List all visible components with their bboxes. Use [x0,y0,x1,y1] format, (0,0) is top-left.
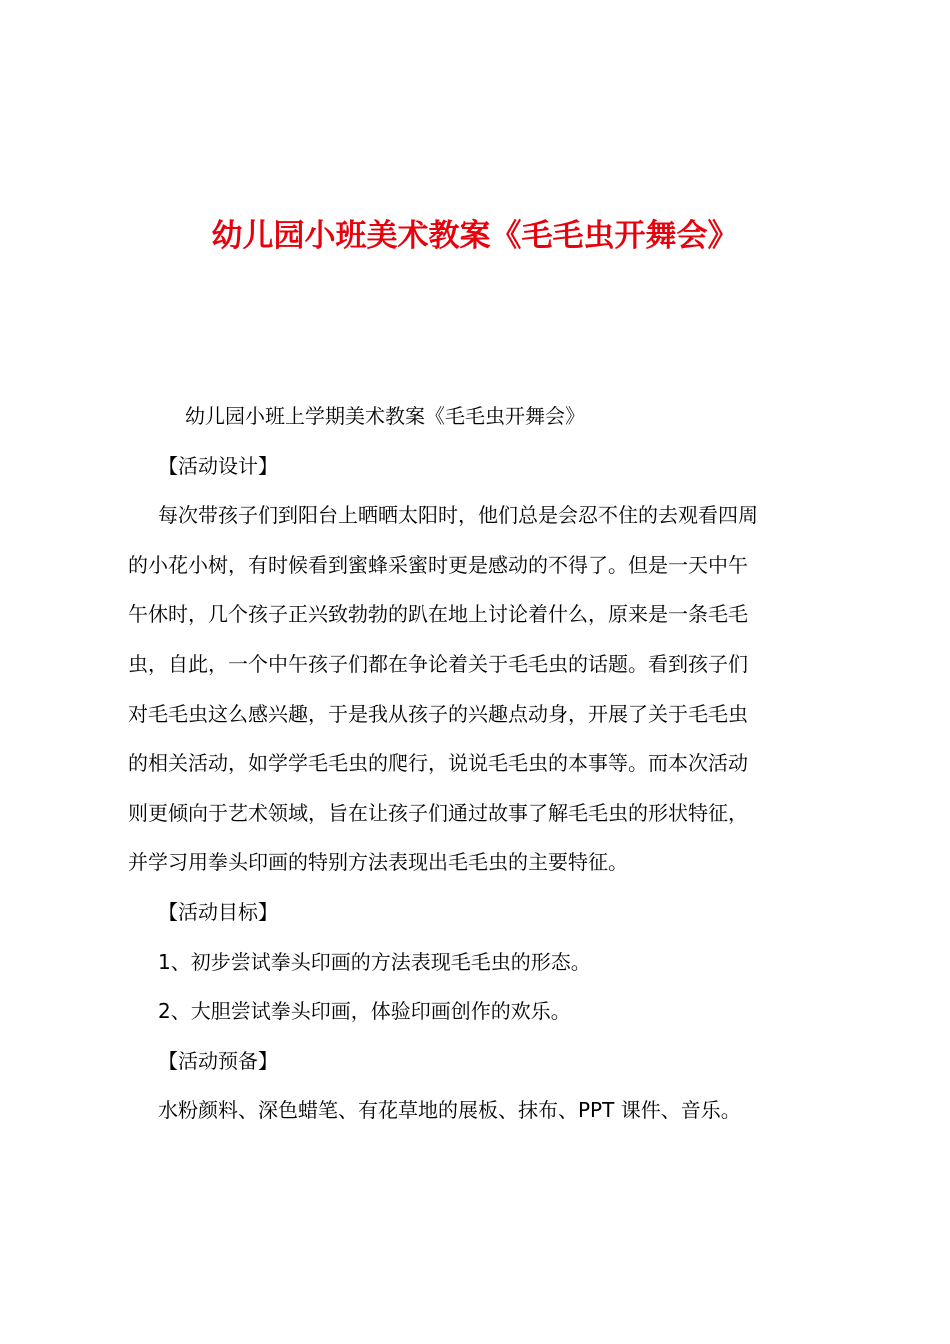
goal-item-1: 1、初步尝试拳头印画的方法表现毛毛虫的形态。 [158,949,591,974]
paragraph-line: 则更倾向于艺术领域，旨在让孩子们通过故事了解毛毛虫的形状特征， [128,800,748,825]
goal-item-2: 2、大胆尝试拳头印画，体验印画创作的欢乐。 [158,999,571,1024]
paragraph-line: 对毛毛虫这么感兴趣，于是我从孩子的兴趣点动身，开展了关于毛毛虫 [128,701,748,726]
preparation-item: 水粉颜料、深色蜡笔、有花草地的展板、抹布、PPT 课件、音乐。 [158,1098,741,1123]
paragraph-line: 午休时，几个孩子正兴致勃勃的趴在地上讨论着什么，原来是一条毛毛 [128,602,748,627]
paragraph-line: 的相关活动，如学学毛毛虫的爬行，说说毛毛虫的本事等。而本次活动 [128,751,748,776]
paragraph-line: 虫，自此，一个中午孩子们都在争论着关于毛毛虫的话题。看到孩子们 [128,651,748,676]
document-body [128,392,832,1136]
paragraph-line: 每次带孩子们到阳台上晒晒太阳时，他们总是会忍不住的去观看四周 [158,503,758,528]
document-title: 幼儿园小班美术教案《毛毛虫开舞会》 [211,218,739,254]
section-heading-preparation: 【活动预备】 [158,1048,278,1073]
section-paragraph-design [128,491,832,888]
section-heading-design: 【活动设计】 [158,453,278,478]
paragraph-line: 并学习用拳头印画的特别方法表现出毛毛虫的主要特征。 [128,850,628,875]
document-subtitle: 幼儿园小班上学期美术教案《毛毛虫开舞会》 [185,404,585,428]
paragraph-line: 的小花小树，有时候看到蜜蜂采蜜时更是感动的不得了。但是一天中午 [128,552,748,577]
section-heading-goals: 【活动目标】 [158,899,278,924]
